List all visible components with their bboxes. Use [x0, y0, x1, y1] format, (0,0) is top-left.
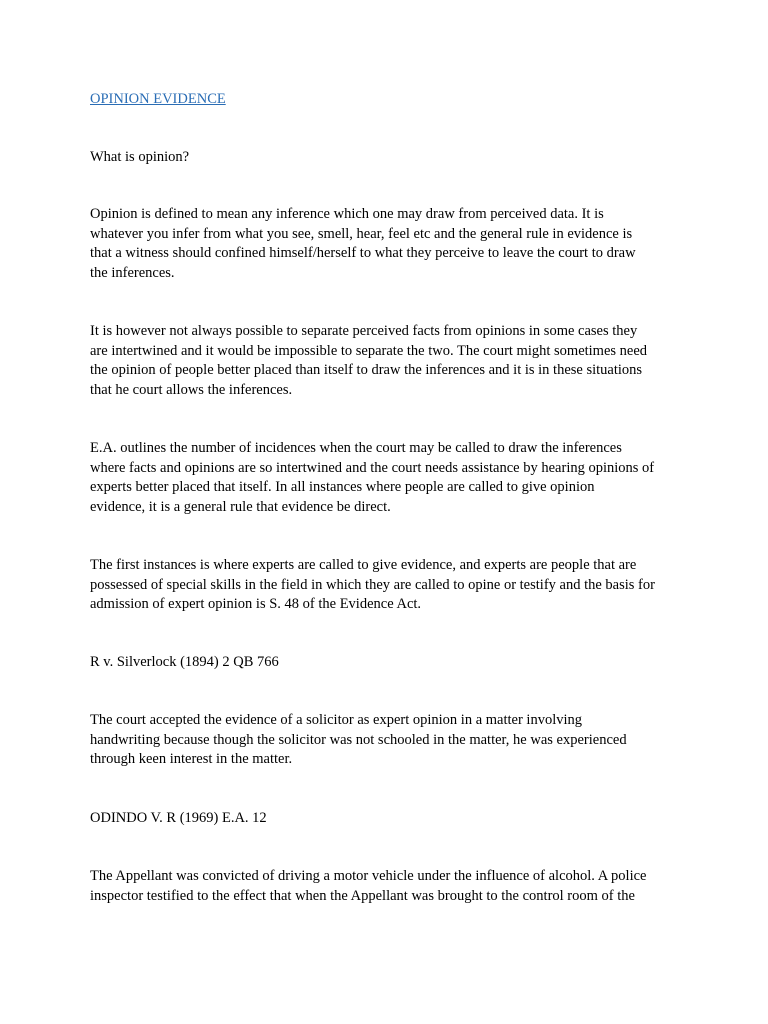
definition-paragraph: Opinion is defined to mean any inference which one may draw from perceived data. It is whatever you infer from what you see, smell, hear, feel etc and the general rule in evidence is that a witness should confined himself/herself to what they perceive to leave the court to draw the inferences. [90, 206, 636, 281]
question-paragraph: What is opinion? [90, 148, 190, 165]
intertwined-paragraph: It is however not always possible to separate perceived facts from opinions in some cases they are intertwined and it would be impossible to separate the two. The court might sometimes need the opinion of people better placed than itself to draw the inferences and it is in these situations that he court allows the inferences. [90, 323, 648, 398]
document-page [90, 90, 690, 906]
case-citation-silverlock: R v. Silverlock (1894) 2 QB 766 [90, 653, 279, 670]
odindo-summary-paragraph: The Appellant was convicted of driving a motor vehicle under the influence of alcohol. A police inspector testified to the effect that when the Appellant was brought to the control room of the [90, 868, 647, 904]
ea-outline-paragraph: E.A. outlines the number of incidences when the court may be called to draw the inferences where facts and opinions are so intertwined and the court needs assistance by hearing opinions of experts better placed that itself. In all instances where people are called to give opinion evidence, it is a general rule that evidence be direct. [90, 440, 655, 515]
experts-paragraph: The first instances is where experts are called to give evidence, and experts are people that are possessed of special skills in the field in which they are called to opine or testify and the basis for admission of expert opinion is S. 48 of the Evidence Act. [90, 557, 655, 612]
document-title-link[interactable]: OPINION EVIDENCE [90, 91, 226, 107]
case-citation-odindo: ODINDO V. R (1969) E.A. 12 [90, 809, 267, 826]
silverlock-summary-paragraph: The court accepted the evidence of a solicitor as expert opinion in a matter involving handwriting because though the solicitor was not schooled in the matter, he was experienced through keen interest in the matter. [90, 712, 627, 767]
